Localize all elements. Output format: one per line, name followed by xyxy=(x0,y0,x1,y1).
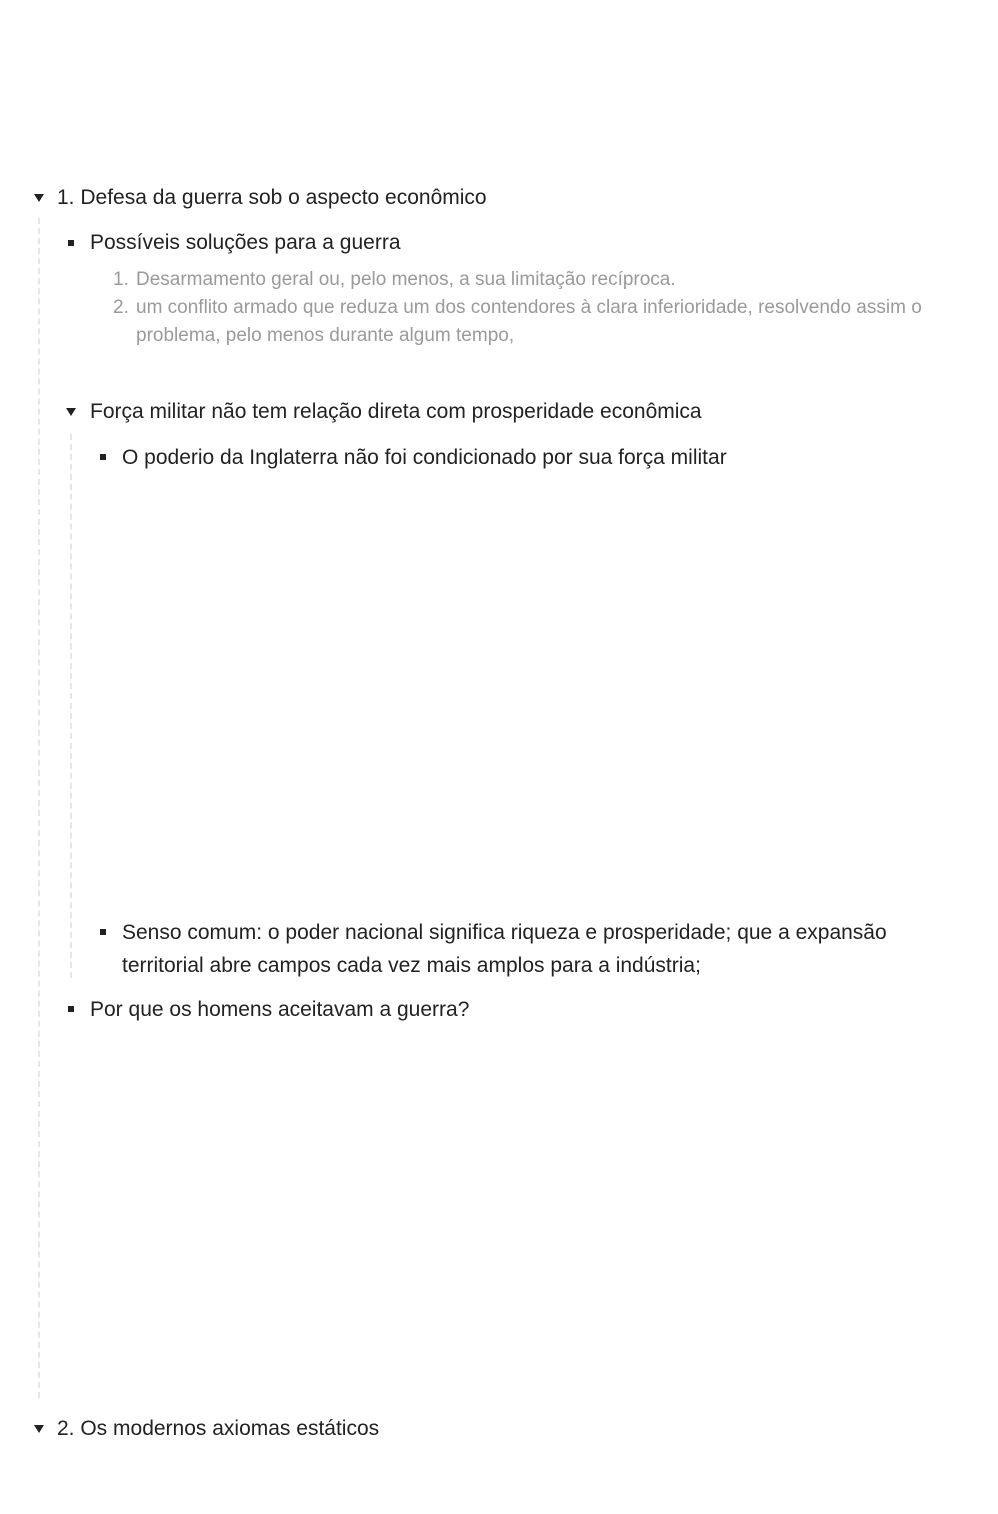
list-item-number: 2. xyxy=(113,297,129,318)
section-1-collapse-icon[interactable] xyxy=(34,194,44,202)
section-2-title[interactable]: 2. Os modernos axiomas estáticos xyxy=(57,1417,380,1440)
common-sense-node[interactable]: Senso comum: o poder nacional significa riqueza e prosperidade; que a expansão territorial abre campos cada vez mais amplos para a indústria; xyxy=(122,921,887,977)
solutions-node[interactable]: Possíveis soluções para a guerra xyxy=(90,231,401,254)
solutions-numbered-list xyxy=(113,266,973,350)
why-war-bullet-icon[interactable] xyxy=(68,1006,74,1012)
list-item xyxy=(113,266,973,294)
solutions-bullet-icon[interactable] xyxy=(68,240,74,246)
list-item-text: um conflito armado que reduza um dos contendores à clara inferioridade, resolvendo assim o problema, pelo menos durante algum tempo, xyxy=(136,297,922,346)
list-item xyxy=(113,294,973,350)
military-node[interactable]: Força militar não tem relação direta com prosperidade econômica xyxy=(90,400,702,423)
england-node[interactable]: O poderio da Inglaterra não foi condicionado por sua força militar xyxy=(122,446,727,469)
military-collapse-icon[interactable] xyxy=(66,408,76,416)
england-bullet-icon[interactable] xyxy=(100,454,106,460)
section-2-collapse-icon[interactable] xyxy=(34,1425,44,1433)
common-sense-bullet-icon[interactable] xyxy=(100,929,106,935)
military-guide-line xyxy=(70,434,72,978)
list-item-text: Desarmamento geral ou, pelo menos, a sua limitação recíproca. xyxy=(136,269,676,290)
why-war-node[interactable]: Por que os homens aceitavam a guerra? xyxy=(90,998,470,1021)
section-1-title[interactable]: 1. Defesa da guerra sob o aspecto econômico xyxy=(57,186,487,209)
list-item-number: 1. xyxy=(113,269,129,290)
section-1-guide-line xyxy=(38,218,40,1398)
